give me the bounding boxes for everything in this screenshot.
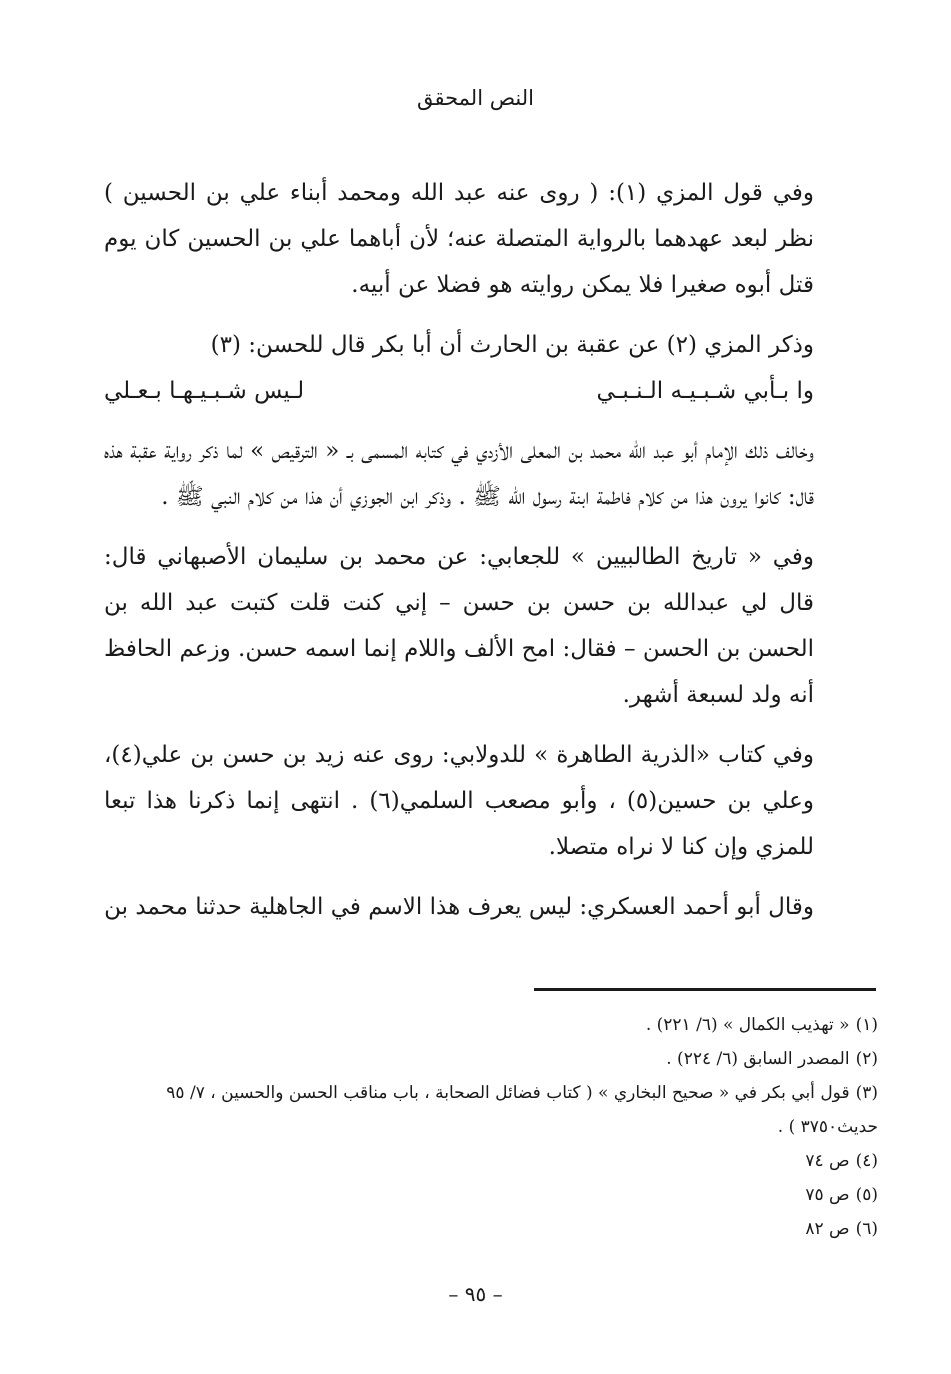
footnote-text: ص ٧٤ <box>805 1151 850 1171</box>
poetry-verse <box>104 368 814 414</box>
footnote-separator <box>534 988 876 991</box>
footnote <box>104 1178 878 1212</box>
main-text <box>104 170 814 944</box>
footnote-number: (٣) <box>855 1083 878 1103</box>
page-number: – ٩٥ – <box>448 1282 503 1306</box>
paragraph-1: وفي قول المزي (١): ( روى عنه عبد الله ومحمد أبناء علي بن الحسين ) نظر لبعد عهدهما بالرواية المتصلة عنه؛ لأن أباهما علي بن الحسين كان يوم قتل أبوه صغيرا فلا يمكن روايته هو فضلا عن أبيه. <box>104 180 814 298</box>
running-header: النص المحقق <box>416 86 535 110</box>
footnote-text: قول أبي بكر في « صحيح البخاري » ( كتاب فضائل الصحابة ، باب مناقب الحسن والحسين ، ٧/ ٩٥ حديث٣٧٥٠ ) . <box>166 1083 878 1137</box>
footnote-number: (٥) <box>855 1185 878 1205</box>
footnote-number: (٢) <box>855 1049 878 1069</box>
paragraph-4: وفي « تاريخ الطالبيين » للجعابي: عن محمد بن سليمان الأصبهاني قال: قال لي عبدالله بن حسن بن حسن – إني كنت قلت كتبت عبد الله بن الحسن بن الحسن – فقال: امح الألف واللام إنما اسمه حسن. وزعم الحافظ أنه ولد لسبعة أشهر. <box>104 544 814 708</box>
footnote <box>104 1008 878 1042</box>
paragraph-2: وذكر المزي (٢) عن عقبة بن الحارث أن أبا بكر قال للحسن: (٣) <box>210 332 814 358</box>
verse-hemistich-2: لـيس شـبـيـهـا بـعـلي <box>104 378 305 404</box>
paragraph-6: وقال أبو أحمد العسكري: ليس يعرف هذا الاسم في الجاهلية حدثنا محمد بن <box>104 894 814 920</box>
footnote <box>104 1076 878 1144</box>
footnote-text: المصدر السابق (٦/ ٢٢٤) . <box>666 1049 850 1069</box>
footnote-number: (١) <box>855 1015 878 1035</box>
footnote <box>104 1144 878 1178</box>
paragraph-5: وفي كتاب «الذرية الطاهرة » للدولابي: روى عنه زيد بن حسن بن علي(٤)، وعلي بن حسين(٥) ، وأبو مصعب السلمي(٦) . انتهى إنما ذكرنا هذا تبعا للمزي وإن كنا لا نراه متصلا. <box>104 742 814 860</box>
footnote <box>104 1212 878 1246</box>
footnote-text: « تهذيب الكمال » (٦/ ٢٢١) . <box>645 1015 850 1035</box>
paragraph-3: وخالف ذلك الإمام أبو عبد الله محمد بن المعلى الأزدي في كتابه المسمى بـ « الترقيص » لما ذكر رواية عقبة هذه قال: كانوا يرون هذا من كلام فاطمة ابنة رسول الله ﷺ . وذكر ابن الجوزي أن هذا من كلام النبي ﷺ . <box>104 438 814 510</box>
footnote <box>104 1042 878 1076</box>
footnotes <box>104 1008 878 1246</box>
footnote-text: ص ٨٢ <box>805 1219 850 1239</box>
footnote-number: (٤) <box>855 1151 878 1171</box>
footnote-number: (٦) <box>855 1219 878 1239</box>
footnote-text: ص ٧٥ <box>805 1185 850 1205</box>
verse-hemistich-1: وا بـأبي شـبـيـه الـنـبـي <box>596 378 814 404</box>
